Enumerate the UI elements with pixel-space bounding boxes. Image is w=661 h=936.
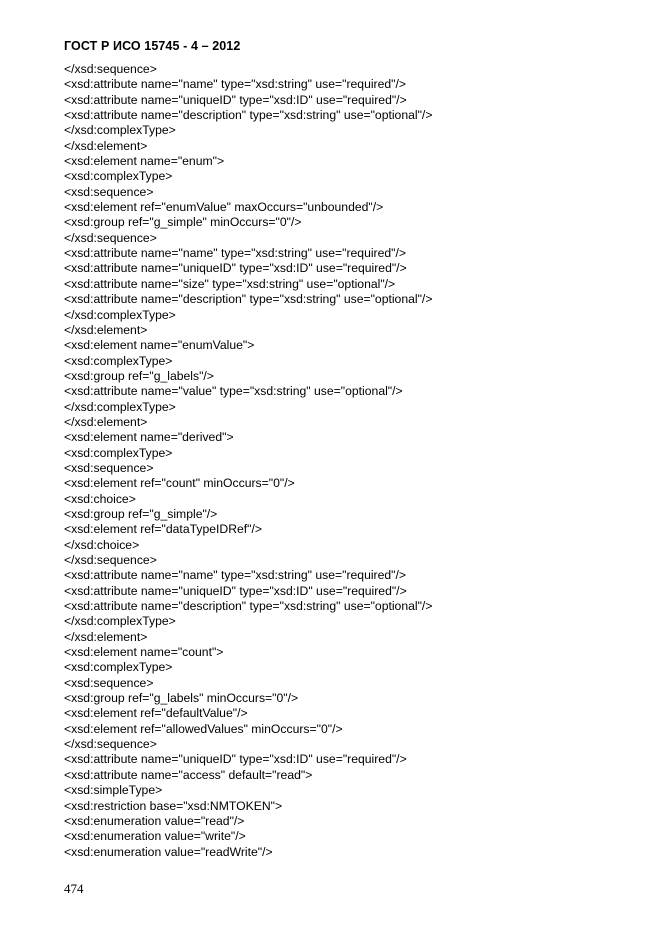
code-line: <xsd:element ref="allowedValues" minOccurs="0"/> bbox=[64, 721, 343, 736]
code-line: <xsd:attribute name="description" type="xsd:string" use="optional"/> bbox=[64, 292, 433, 307]
code-line: <xsd:attribute name="uniqueID" type="xsd:ID" use="required"/> bbox=[64, 752, 407, 767]
code-line: <xsd:attribute name="name" type="xsd:string" use="required"/> bbox=[64, 568, 407, 583]
code-line: </xsd:complexType> bbox=[64, 399, 176, 414]
code-line: <xsd:attribute name="name" type="xsd:string" use="required"/> bbox=[64, 77, 407, 92]
code-line: </xsd:complexType> bbox=[64, 614, 176, 629]
page-number: 474 bbox=[64, 881, 84, 896]
code-line: <xsd:sequence> bbox=[64, 460, 154, 475]
code-line: <xsd:complexType> bbox=[64, 660, 173, 675]
code-line: </xsd:element> bbox=[64, 629, 148, 644]
code-line: <xsd:element ref="count" minOccurs="0"/> bbox=[64, 476, 295, 491]
code-line: <xsd:group ref="g_labels" minOccurs="0"/> bbox=[64, 691, 299, 706]
code-line: <xsd:group ref="g_simple" minOccurs="0"/> bbox=[64, 215, 302, 230]
code-line: </xsd:element> bbox=[64, 322, 148, 337]
code-line: <xsd:complexType> bbox=[64, 353, 173, 368]
xsd-code-listing bbox=[64, 62, 654, 860]
code-line: <xsd:group ref="g_simple"/> bbox=[64, 506, 218, 521]
code-line: <xsd:element ref="enumValue" maxOccurs="unbounded"/> bbox=[64, 200, 384, 215]
code-line: <xsd:element name="enumValue"> bbox=[64, 338, 255, 353]
code-line: <xsd:attribute name="description" type="xsd:string" use="optional"/> bbox=[64, 108, 433, 123]
code-line: <xsd:attribute name="description" type="xsd:string" use="optional"/> bbox=[64, 599, 433, 614]
code-line: </xsd:complexType> bbox=[64, 123, 176, 138]
code-line: <xsd:element name="enum"> bbox=[64, 154, 225, 169]
code-line: <xsd:group ref="g_labels"/> bbox=[64, 368, 214, 383]
code-line: <xsd:enumeration value="read"/> bbox=[64, 813, 245, 828]
code-line: </xsd:choice> bbox=[64, 537, 140, 552]
code-line: <xsd:attribute name="value" type="xsd:string" use="optional"/> bbox=[64, 384, 403, 399]
code-line: <xsd:attribute name="size" type="xsd:string" use="optional"/> bbox=[64, 276, 396, 291]
code-line: <xsd:complexType> bbox=[64, 169, 173, 184]
code-line: </xsd:sequence> bbox=[64, 553, 157, 567]
code-line: <xsd:element name="count"> bbox=[64, 645, 224, 660]
code-line: <xsd:attribute name="uniqueID" type="xsd:ID" use="required"/> bbox=[64, 583, 407, 598]
code-line: </xsd:element> bbox=[64, 138, 148, 153]
code-line: <xsd:restriction base="xsd:NMTOKEN"> bbox=[64, 798, 283, 813]
code-line: <xsd:simpleType> bbox=[64, 783, 163, 798]
code-line: <xsd:sequence> bbox=[64, 675, 154, 690]
code-line: </xsd:sequence> bbox=[64, 737, 157, 752]
code-line: </xsd:complexType> bbox=[64, 307, 176, 322]
code-line: <xsd:element name="derived"> bbox=[64, 430, 234, 445]
code-line: <xsd:attribute name="access" default="read"> bbox=[64, 767, 313, 782]
code-line: </xsd:element> bbox=[64, 414, 148, 429]
code-line: <xsd:complexType> bbox=[64, 445, 173, 460]
code-line: <xsd:choice> bbox=[64, 491, 136, 506]
code-line: </xsd:sequence> bbox=[64, 62, 157, 76]
code-line: <xsd:attribute name="uniqueID" type="xsd:ID" use="required"/> bbox=[64, 261, 407, 276]
code-line: <xsd:enumeration value="readWrite"/> bbox=[64, 844, 273, 859]
code-line: <xsd:attribute name="name" type="xsd:string" use="required"/> bbox=[64, 246, 407, 261]
code-line: <xsd:element ref="defaultValue"/> bbox=[64, 706, 248, 721]
code-line: <xsd:element ref="dataTypeIDRef"/> bbox=[64, 522, 263, 537]
page-header-standard-code: ГОСТ Р ИСО 15745 - 4 – 2012 bbox=[64, 39, 241, 53]
code-line: </xsd:sequence> bbox=[64, 230, 157, 245]
code-line: <xsd:attribute name="uniqueID" type="xsd:ID" use="required"/> bbox=[64, 92, 407, 107]
code-line: <xsd:enumeration value="write"/> bbox=[64, 829, 246, 844]
code-line: <xsd:sequence> bbox=[64, 184, 154, 199]
